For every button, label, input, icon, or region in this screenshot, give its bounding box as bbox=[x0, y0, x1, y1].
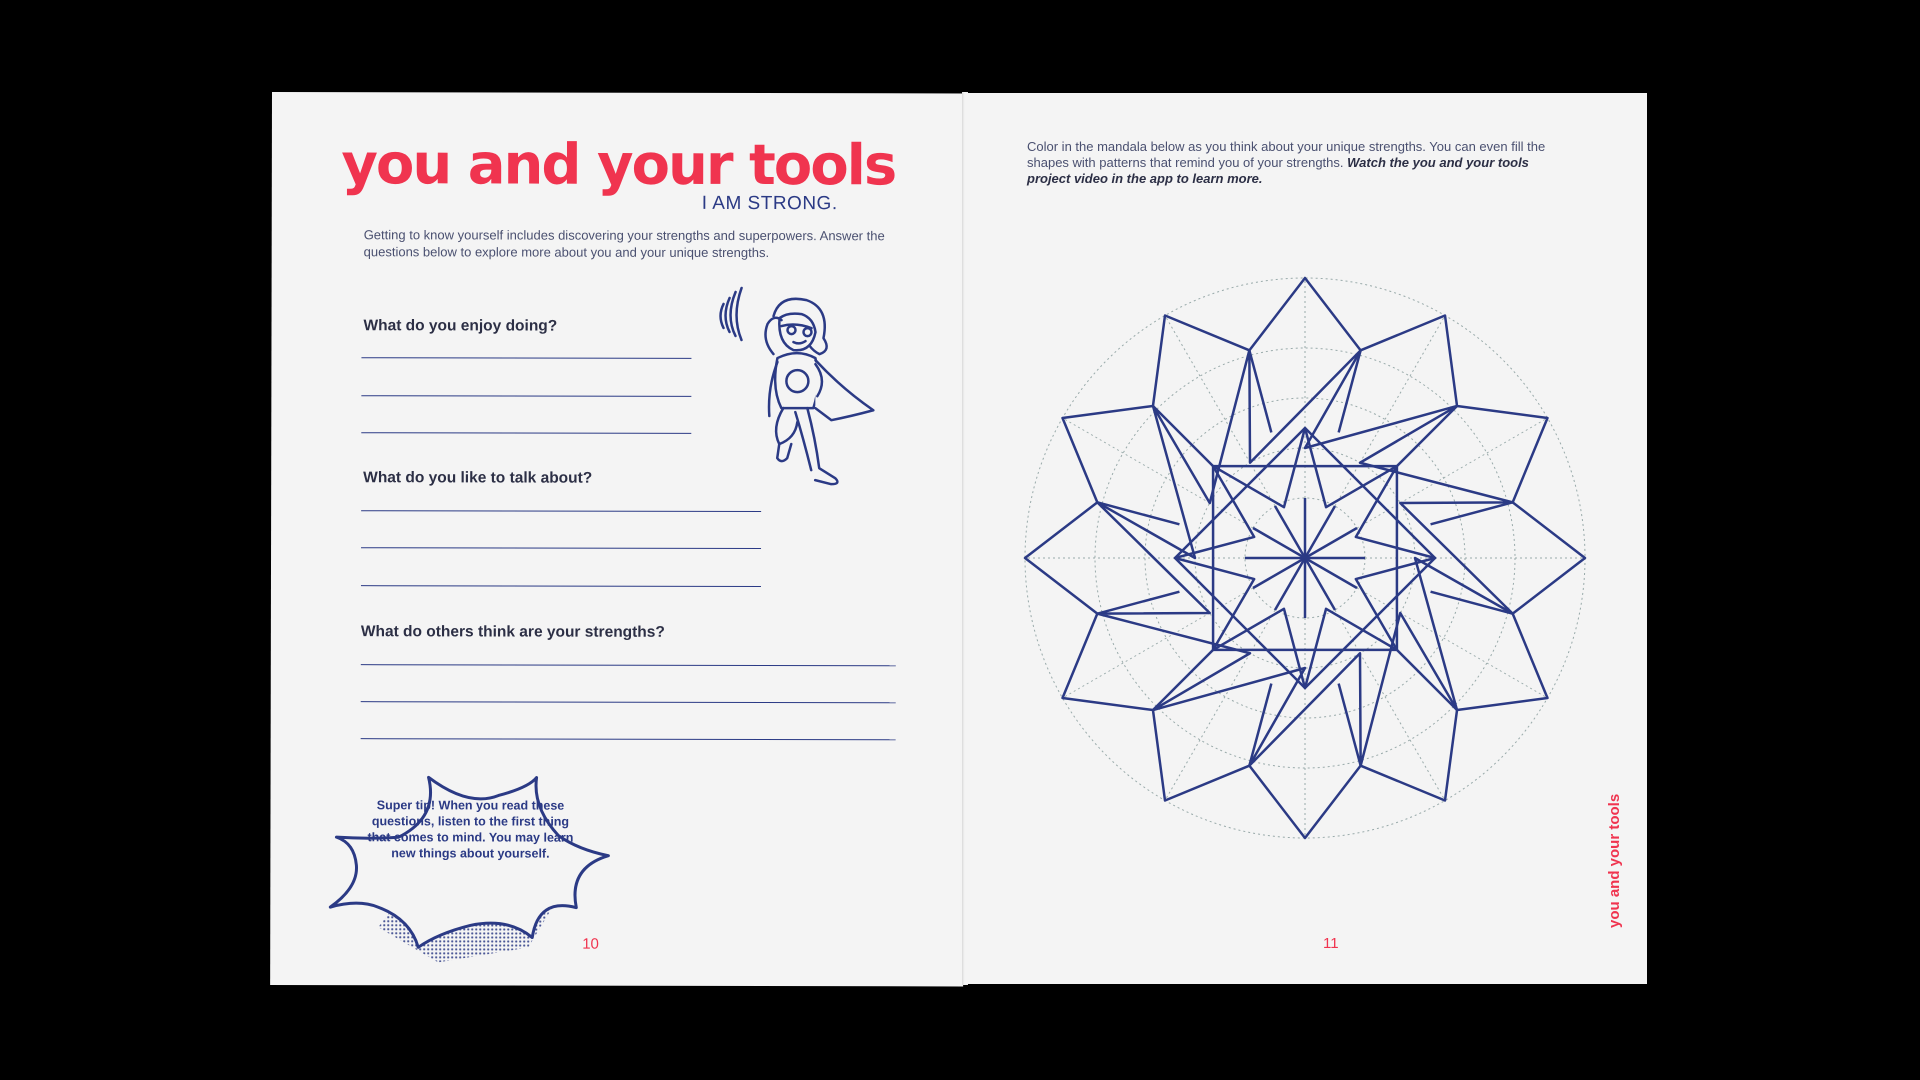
question-talk: What do you like to talk about? bbox=[363, 469, 593, 487]
page-title: you and your tools bbox=[341, 132, 896, 199]
answer-line[interactable] bbox=[361, 664, 896, 666]
instructions-main: Color in the mandala below as you think about your unique strengths. You can even fill the shapes with patterns that remind you of your strengths. bbox=[1027, 139, 1546, 170]
page-number-left: 10 bbox=[582, 935, 599, 953]
right-page bbox=[965, 93, 1647, 984]
answer-line[interactable] bbox=[361, 510, 761, 512]
side-running-title: you and your tools bbox=[1606, 793, 1623, 928]
instructions-bold: Watch the you and your tools project video in the app to learn more. bbox=[1027, 155, 1529, 186]
answer-line[interactable] bbox=[361, 738, 896, 740]
mandala-petal-line bbox=[1097, 592, 1179, 614]
answer-line[interactable] bbox=[361, 585, 761, 587]
superhero-illustration bbox=[711, 288, 891, 518]
question-strengths: What do others think are your strengths? bbox=[360, 623, 665, 641]
left-page bbox=[270, 92, 965, 986]
answer-line[interactable] bbox=[361, 701, 896, 703]
page-subtitle: I AM STRONG. bbox=[701, 192, 838, 215]
question-enjoy: What do you enjoy doing? bbox=[363, 317, 558, 335]
mandala-coloring[interactable] bbox=[1005, 283, 1605, 883]
answer-line[interactable] bbox=[361, 432, 691, 434]
answer-line[interactable] bbox=[361, 357, 691, 359]
intro-text: Getting to know yourself includes discovering your strengths and superpowers. Answer the questions below to explore more about you and your unique strengths. bbox=[363, 227, 885, 261]
super-tip: Super tip! When you read these questions, listen to the first thing that comes to mind. You may learn new things about yourself. bbox=[367, 798, 574, 861]
mandala-petal-line bbox=[1249, 350, 1271, 432]
answer-line[interactable] bbox=[361, 395, 691, 397]
instructions-text bbox=[1027, 139, 1567, 187]
answer-line[interactable] bbox=[361, 547, 761, 549]
mandala-petal-line bbox=[1339, 684, 1361, 766]
page-number-right: 11 bbox=[1323, 935, 1339, 952]
mandala-petal-line bbox=[1431, 502, 1513, 524]
